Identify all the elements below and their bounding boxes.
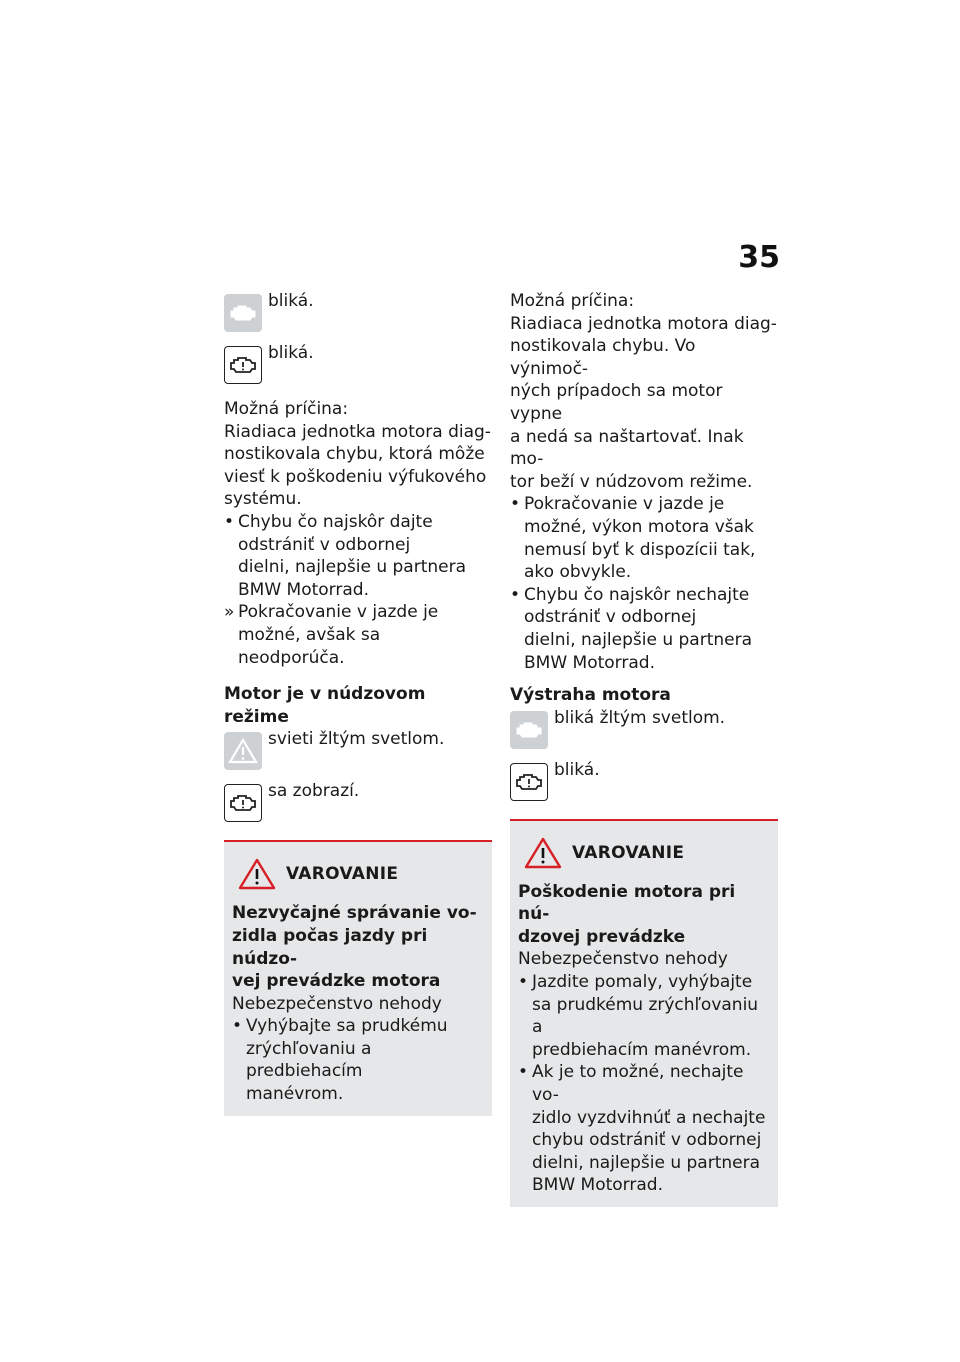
warning-exclamation-icon — [524, 837, 562, 869]
engine-warning-icon — [224, 294, 262, 332]
indicator-text: bliká. — [268, 291, 314, 311]
list-item: • Pokračovanie v jazde je možné, výkon motora však nemusí byť k dispozícii tak, ako obvykle. — [510, 494, 756, 583]
triangle-indicator-row — [224, 728, 492, 770]
list-item: • Ak je to možné, nechajte vo- zidlo vyzdvihnúť a nechajte chybu odstrániť v odbornej dielni, najlepšie u partnera BMW Motorrad. — [518, 1062, 766, 1196]
list-item: » Pokračovanie v jazde je možné, avšak sa neodporúča. — [224, 602, 439, 668]
indicator-text: bliká. — [268, 343, 314, 363]
engine-check-icon — [224, 346, 262, 384]
cause-line: viesť k poškodeniu výfukového — [224, 466, 487, 487]
section-heading: Výstraha motora — [510, 685, 671, 706]
indicator-text: svieti žltým svetlom. — [268, 729, 445, 750]
cause-line: nostikovala chybu. Vo výnimoč- — [510, 336, 696, 379]
cause-label: Možná príčina: — [510, 291, 635, 311]
engine-indicator-row — [510, 707, 778, 749]
warning-danger: Nebezpečenstvo nehody — [518, 949, 728, 970]
cause-line: nostikovala chybu, ktorá môže — [224, 444, 485, 465]
warning-title: Nezvyčajné správanie vo- — [232, 903, 477, 924]
warning-title: dzovej prevádzke — [518, 926, 686, 947]
warning-list — [518, 971, 770, 1197]
warning-box — [510, 819, 778, 1207]
page-number: 35 — [738, 240, 780, 275]
engine-check-icon — [224, 784, 262, 822]
list-item: • Chybu čo najskôr dajte odstrániť v odbornej dielni, najlepšie u partnera BMW Motorrad. — [224, 511, 467, 600]
indicator-text: bliká. — [554, 759, 600, 780]
left-column — [224, 290, 492, 1116]
list-item: • Jazdite pomaly, vyhýbajte sa prudkému zrýchľovaniu a predbiehacím manévrom. — [518, 972, 759, 1060]
engine-indicator-row — [224, 290, 492, 332]
warning-header — [524, 837, 770, 869]
warning-exclamation-icon — [238, 858, 276, 890]
warning-title: vej prevádzke motora — [232, 971, 441, 992]
cause-label: Možná príčina: — [224, 399, 349, 419]
list-item: • Vyhýbajte sa prudkému zrýchľovaniu a predbiehacím manévrom. — [232, 1016, 448, 1105]
engine-check-row — [224, 342, 492, 384]
indicator-text: sa zobrazí. — [268, 781, 360, 802]
cause-line: Riadiaca jednotka motora diag- — [224, 421, 491, 442]
warning-box — [224, 840, 492, 1115]
list-item: • Chybu čo najskôr nechajte odstrániť v odbornej dielni, najlepšie u partnera BMW Motorrad. — [510, 584, 753, 673]
cause-line: ných prípadoch sa motor vypne — [510, 381, 723, 424]
warning-title: zidla počas jazdy pri núdzo- — [232, 925, 428, 969]
warning-danger: Nebezpečenstvo nehody — [232, 993, 442, 1014]
cause-line: tor beží v núdzovom režime. — [510, 471, 753, 492]
engine-check-icon — [510, 763, 548, 801]
action-list — [510, 493, 778, 674]
indicator-text: bliká žltým svetlom. — [554, 707, 726, 728]
right-column — [510, 290, 778, 1207]
cause-line: Riadiaca jednotka motora diag- — [510, 313, 777, 334]
warning-list — [232, 1015, 484, 1105]
section-heading: Motor je v núdzovom režime — [224, 684, 426, 727]
cause-line: systému. — [224, 489, 302, 510]
warning-title: Poškodenie motora pri nú- — [518, 881, 736, 925]
warning-label: VAROVANIE — [286, 864, 399, 885]
warning-label: VAROVANIE — [572, 842, 685, 863]
engine-check-row — [510, 759, 778, 801]
engine-check-row — [224, 780, 492, 822]
cause-line: a nedá sa naštartovať. Inak mo- — [510, 426, 744, 470]
action-list — [224, 511, 492, 669]
warning-header — [238, 858, 484, 890]
engine-warning-icon — [510, 711, 548, 749]
warning-triangle-icon — [224, 732, 262, 770]
